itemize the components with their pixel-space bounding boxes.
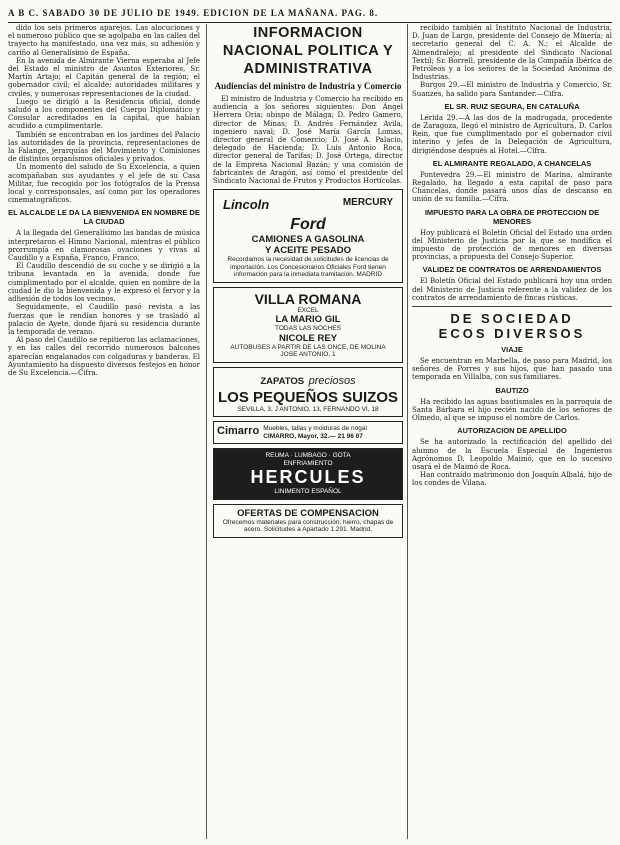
paragraph: Al paso del Caudillo se repitieron las aclamaciones, y en las calles del recorrido numerosos balcones aparecían engalanados con colgaduras y banderas. El Ayuntamiento ha dispuesto diversos festejos en honor de Su Excelencia.—Cifra. bbox=[8, 336, 200, 377]
ad-line: ZAPATOS bbox=[260, 375, 305, 387]
headline: EL ALMIRANTE REGALADO, A CHANCELAS bbox=[432, 158, 592, 168]
hercules-advertisement bbox=[213, 448, 403, 500]
ad-line: EXCEL bbox=[297, 306, 319, 314]
paragraph: Ha recibido las aguas bautismales en la parroquia de Santa Bárbara el hijo recién nacido de los señores de Olmedo, al que se impuso el nombre de Carlos. bbox=[412, 397, 612, 423]
article-headline: Audiencias del ministro de Industria y Comercio bbox=[214, 81, 402, 91]
headline: BAUTIZO bbox=[495, 385, 529, 395]
headline: VALIDEZ DE CONTRATOS DE ARRENDAMIENTOS bbox=[422, 265, 602, 275]
paragraph: Luego se dirigió a la Residencia oficial, donde saludó a los componentes del Cuerpo Diplomático y Consular acreditados en la capital, que habían acudido a cumplimentarle. bbox=[8, 97, 200, 131]
ford-advertisement bbox=[213, 189, 403, 283]
ofertas-advertisement bbox=[213, 504, 403, 538]
paragraph: dido los seis primeros aparejos. Las alocuciones y el numeroso público que se agolpaba en las calles del trayecto ha manifestado, una vez más, su adhesión y cariño al Generalísimo de España. bbox=[8, 24, 200, 57]
ad-line: CAMIONES A GASOLINA bbox=[251, 234, 365, 246]
paragraph: El Boletín Oficial del Estado publicará hoy una orden del Ministerio de Justicia referente a la validez de los contratos de arrendamiento de fincas rústicas. bbox=[412, 277, 612, 302]
ad-line: LINIMENTO ESPAÑOL bbox=[274, 488, 342, 496]
ad-line: JOSE ANTONIO, 1 bbox=[280, 351, 336, 359]
paragraph: Burgos 29.—El ministro de Industria y Comercio, Sr. Suanzes, ha salido para Santander.—Cifra. bbox=[412, 81, 612, 98]
headline: IMPUESTO PARA LA OBRA DE PROTECCION DE MENORES bbox=[424, 207, 600, 226]
paragraph: Seguidamente, el Caudillo pasó revista a las fuerzas que le rendían honores y se trasladó al palacio de Ayete, donde fijará su residencia durante la temporada de verano. bbox=[8, 303, 200, 336]
section-title: DE SOCIEDAD bbox=[450, 311, 574, 327]
paragraph: Lérida 29.—A las dos de la madrugada, procedente de Zaragoza, llegó el ministro de Agricultura, D. Carlos Rein, que fue cumplimentado por el gobernador civil interino y jefes de la Delegación de Agricultura, dirigiéndose después al Hotel.—Cifra. bbox=[412, 113, 612, 155]
headline: EL ALCALDE LE DA LA BIENVENIDA EN NOMBRE DE LA CIUDAD bbox=[8, 208, 200, 227]
paragraph: Se encuentran en Marbella, de paso para Madrid, los señores de Porres y sus hijos, que han pasado una temporada en Villalba, con sus familiares. bbox=[412, 357, 612, 382]
ad-line: LA MARIO GIL bbox=[275, 314, 341, 326]
divider bbox=[412, 306, 612, 307]
paragraph: Hoy publicará el Boletín Oficial del Estado una orden del Ministerio de Justicia por la que se modifica el impuesto de protección de menores en diversas provincias, a propuesta del Consejo Superior. bbox=[412, 228, 612, 262]
paragraph: Han contraído matrimonio don Joaquín Albalá, hijo de los condes de Vilana. bbox=[412, 471, 612, 488]
ad-text: Muebles, tallas y molduras de nogal bbox=[263, 425, 367, 433]
column-3 bbox=[412, 24, 612, 839]
headline: VIAJE bbox=[501, 345, 523, 355]
ad-note: Recordamos la necesidad de solicitudes de licencias de importación. Los Concesionarios Oficiales Ford tienen información para la inmediata tramitación. MADRID bbox=[227, 256, 389, 279]
paragraph: En la avenida de Almirante Vierna esperaba al Jefe del Estado el ministro de Asuntos Exteriores, Sr. Martín Artajo; el Capitán general de la región; el gobernador civil; el alcalde; autoridades militares y civiles, y numerosas representaciones de la ciudad. bbox=[8, 56, 200, 98]
ad-brand: HERCULES bbox=[250, 467, 366, 488]
villa-romana-advertisement bbox=[213, 287, 403, 363]
ad-address: SEVILLA, 3, J ANTONIO, 13, FERNANDO VI, 18 bbox=[237, 405, 379, 413]
ad-text: Ofrecemos materiales para construcción, hierro, chapas de acero. Solicitudes a Apartado 1.291. Madrid. bbox=[222, 518, 394, 534]
column-rule bbox=[407, 24, 408, 839]
page-header bbox=[8, 6, 612, 20]
ad-title: VILLA ROMANA bbox=[254, 290, 362, 307]
ad-line: Y ACEITE PESADO bbox=[264, 245, 352, 257]
ad-phone: CIMARRO, Mayor, 32.— 21 96 07 bbox=[263, 432, 363, 440]
mercury-logo: MERCURY bbox=[342, 197, 393, 209]
column-rule bbox=[206, 24, 207, 839]
paragraph: Un momento del saludo de Su Excelencia, a quien acompañaban sus ayudantes y el jefe de su Casa Militar, fue recogido por los fotógrafos de la Prensa local y corresponsales, así como por los operadores cinematográficos. bbox=[8, 163, 200, 205]
ad-script: preciosos bbox=[308, 374, 356, 387]
paragraph: A la llegada del Generalísimo las bandas de música interpretaron el Himno Nacional, mientras el público prorrumpía en clamorosas ovaciones y vivas al Caudillo y a España, Franco, Franco. bbox=[8, 229, 200, 263]
headline: AUTORIZACION DE APELLIDO bbox=[457, 426, 567, 436]
header-text: A B C. SABADO 30 DE JULIO DE 1949. EDICION DE LA MAÑANA. PAG. 8. bbox=[8, 8, 379, 18]
paragraph: El ministro de Industria y Comercio ha recibido en audiencia a los señores siguientes: Don Ángel Herrera Oria; obispo de Málaga; D. Pedro Gamero, director de Minas; D. Andrés Fernández Avila, ingeniero naval; D. José María García Lomas, director general de Comercio; D. José A. Palacio, delegado de Hacienda; D. Luis Antonio Roca, director general de Tarifas; D. José Ortega, director de la Empresa Nacional Bazán; y una comisión de fabricantes de Aragón, así como el presidente del Sindicato Nacional de Frutos y Productos Hortícolas. bbox=[213, 95, 403, 186]
section-title: INFORMACION NACIONAL POLITICA Y ADMINISTRATIVA bbox=[222, 25, 394, 77]
ford-logo: Ford bbox=[290, 216, 326, 234]
ad-brand: LOS PEQUEÑOS SUIZOS bbox=[217, 388, 399, 406]
ad-brand: Cimarro bbox=[217, 425, 260, 438]
ad-line: REUMA · LUMBAGO · GOTA bbox=[265, 452, 351, 460]
ad-line: AUTOBUSES A PARTIR DE LAS ONCE, DE MOLINA bbox=[230, 343, 386, 351]
ad-title: OFERTAS DE COMPENSACION bbox=[237, 507, 379, 519]
paragraph: Se ha autorizado la rectificación del apellido del alumno de la Escuela Especial de Ingenieros Agrónomos D. Leopoldo Maimó, que en lo sucesivo usará el de Maimó de Roca. bbox=[412, 438, 612, 471]
lincoln-logo: Lincoln bbox=[223, 197, 270, 213]
column-2 bbox=[213, 24, 403, 839]
zapatos-advertisement bbox=[213, 367, 403, 418]
ad-line: NICOLE REY bbox=[278, 332, 338, 344]
paragraph: El Caudillo descendió de su coche y se dirigió a la tribuna levantada en la avenida, donde fue cumplimentado por el alcalde, quien en nombre de la ciudad le dio la bienvenida y le expresó el fervor y la adhesión de todos los vecinos. bbox=[8, 262, 200, 304]
headline: EL SR. RUIZ SEGURA, EN CATALUÑA bbox=[444, 101, 580, 111]
paragraph: También se encontraban en los jardines del Palacio las autoridades de la provincia, representaciones de la Falange, jerarquías del Movimiento y Comisiones de distintos organismos oficiales y privados. bbox=[8, 130, 200, 164]
paragraph: Pontevedra 29.—El ministro de Marina, almirante Regalado, ha llegado a esta capital de paso para Chancelas, donde pasará unos días de descanso en unión de su familia.—Cifra. bbox=[412, 170, 612, 204]
cimarro-advertisement bbox=[213, 421, 403, 444]
ad-line: ENFRIAMIENTO bbox=[283, 459, 333, 467]
ad-line: TODAS LAS NOCHES bbox=[275, 325, 341, 333]
section-title: ECOS DIVERSOS bbox=[438, 326, 586, 342]
paragraph: recibido también al Instituto Nacional de Industria, D. Juan de Largo, presidente del Consejo de Minería; al secretario general del C. A. N.; el Alcalde de Almendralejo; al presidente del Sindicato Nacional Textil; Sr. Borrell, presidente de la Compañía Ibérica de Petróleos y a los señores de la Sociedad Anónima de Industrias. bbox=[412, 24, 612, 82]
column-1 bbox=[8, 24, 200, 839]
